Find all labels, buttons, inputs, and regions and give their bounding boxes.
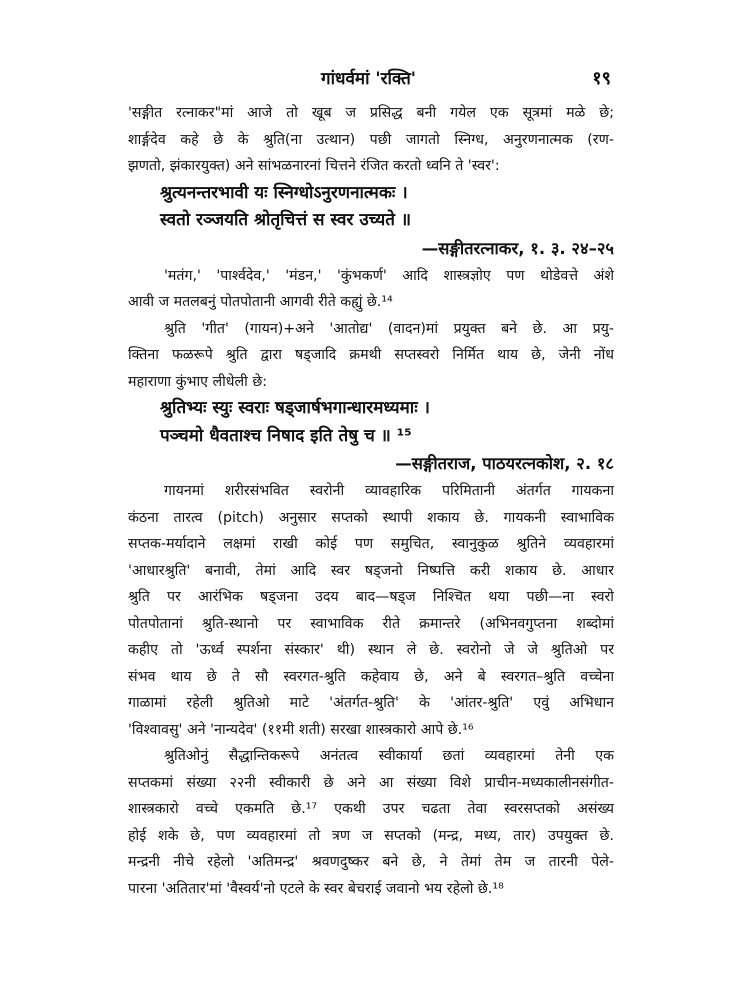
- text-line: संभव थाय छे ते सौ स्वरगत-श्रुति कहेवाय छे, अने बे स्वरगत–श्रुति वच्चेना: [128, 668, 614, 685]
- text-line: कंठना तारत्व (pitch) अनुसार सप्तको स्थापी शकाय छे. गायकनी स्वाभाविक: [128, 509, 614, 526]
- verse-line: श्रुतिभ्यः स्युः स्वराः षड्जार्षभगान्धारमध्यमाः ।: [160, 398, 431, 418]
- verse-line: श्रुत्यनन्तरभावी यः स्निग्धोऽनुरणनात्मकः ।: [160, 182, 408, 203]
- verse-line: पञ्चमो धैवताश्च निषाद इति तेषु च ॥ ¹⁵: [160, 425, 412, 446]
- text-line: शास्त्रकारो वच्चे एकमति छे.¹⁷ एकथी उपर चढता तेवा स्वरसप्तको असंख्य: [128, 801, 614, 817]
- text-line: श्रुति पर आरंभिक षड्जना उदय बाद—षड्ज निश्चित थया पछी—ना स्वरो: [128, 589, 614, 605]
- text-line: 'आधारश्रुति' बनावी, तेमां आदि स्वर षड्जनो निष्पत्ति करी शकाय छे. आधार: [128, 562, 614, 579]
- page-number: १९: [592, 68, 611, 89]
- verse-block-2: [128, 395, 614, 478]
- paragraph-2: [128, 263, 614, 316]
- citation: —सङ्गीतराज, पाठयरत्नकोश, २. १८: [395, 454, 614, 473]
- body-text: [128, 100, 614, 902]
- text-line: आवी ज मतलबनुं पोतपोतानी आगवी रीते कह्युं छे.¹⁴: [128, 294, 393, 310]
- text-line: सप्तकमां संख्या २२नी स्वीकारी छे अने आ संख्या विशे प्राचीन-मध्यकालीनसंगीत-: [128, 774, 614, 791]
- text-line: क्तिना फळरूपे श्रुति द्वारा षड्जादि क्रमथी सप्तस्वरो निर्मित थाय छे, जेनी नोंध: [128, 347, 614, 363]
- text-line: गाळामां रहेली श्रुतिओ माटे 'अंतर्गत-श्रुति' के 'आंतर-श्रुति' एवुं अभिधान: [128, 695, 614, 711]
- text-line: सप्तक-मर्यादाने लक्षमां राखी कोई पण समुचित, स्वानुकुळ श्रुतिने व्यवहारमां: [128, 536, 614, 552]
- page-header: [0, 66, 737, 92]
- citation: —सङ्गीतरत्नाकर, १. ३. २४–२५: [421, 238, 614, 258]
- text-line: झणतो, झंकारयुक्त) अने सांभळनारनां चित्तने रंजित करतो ध्वनि ते 'स्वर':: [128, 158, 500, 174]
- text-line: मन्द्रनी नीचे रहेलो 'अतिमन्द्र' श्रवणदुष्कर बने छे, ने तेमां तेम ज तारनी पेले-: [128, 854, 614, 870]
- text-line: श्रुति 'गीत' (गायन)+अने 'आतोद्य' (वादन)मां प्रयुक्त बने छे. आ प्रयु-: [164, 320, 614, 337]
- text-line: कहीए तो 'ऊर्ध्व स्पर्शना संस्कार' थी) स्थान ले छे. स्वरोनो जे जे श्रुतिओ पर: [128, 642, 614, 658]
- text-line: 'विश्वावसु' अने 'नान्यदेव' (११मी शती) सरखा शास्त्रकारो आपे छे.¹⁶: [128, 721, 474, 738]
- text-line: पोतपोतानां श्रुति-स्थानो पर स्वाभाविक रीते क्रमान्तरे (अभिनवगुप्तना शब्दोमां: [128, 615, 614, 632]
- running-title: गांधर्वमां 'रक्ति': [321, 69, 416, 89]
- paragraph-3: [128, 316, 614, 396]
- text-line: होई शके छे, पण व्यवहारमां तो त्रण ज सप्तको (मन्द्र, मध्य, तार) उपयुक्त छे.: [128, 827, 614, 844]
- verse-line: स्वतो रञ्जयति श्रोतृचित्तं स स्वर उच्यते ॥: [160, 210, 412, 230]
- verse-block-1: [128, 180, 614, 263]
- text-line: श्रुतिओनुं सैद्धान्तिकरूपे अनंतत्व स्वीकार्या छतां व्यवहारमां तेनी एक: [164, 748, 614, 764]
- text-line: शार्ङ्गदेव कहे छे के श्रुति(ना उत्थान) पछी जागतो स्निग्ध, अनुरणनात्मक (रण-: [128, 131, 614, 148]
- paragraph-5: [128, 743, 614, 902]
- text-line: महाराणा कुंभाए लीधेली छे:: [128, 373, 268, 390]
- text-line: 'सङ्गीत रत्नाकर"मां आजे तो खूब ज प्रसिद्ध बनी गयेल एक सूत्रमां मळे छे;: [128, 105, 614, 121]
- text-line: गायनमां शरीरसंभवित स्वरोनी व्यावहारिक परिमितानी अंतर्गत गायकना: [164, 483, 614, 499]
- text-line: 'मतंग,' 'पार्श्वदेव,' 'मंडन,' 'कुंभकर्ण' आदि शास्त्रज्ञोए पण थोडेवत्ते अंशे: [164, 267, 614, 284]
- text-line: पारना 'अतितार'मां 'वैस्वर्य'नो एटले के स्वर बेचराई जवानो भय रहेलो छे.¹⁸: [128, 880, 504, 897]
- paragraph-4: [128, 478, 614, 743]
- paragraph-1: [128, 100, 614, 180]
